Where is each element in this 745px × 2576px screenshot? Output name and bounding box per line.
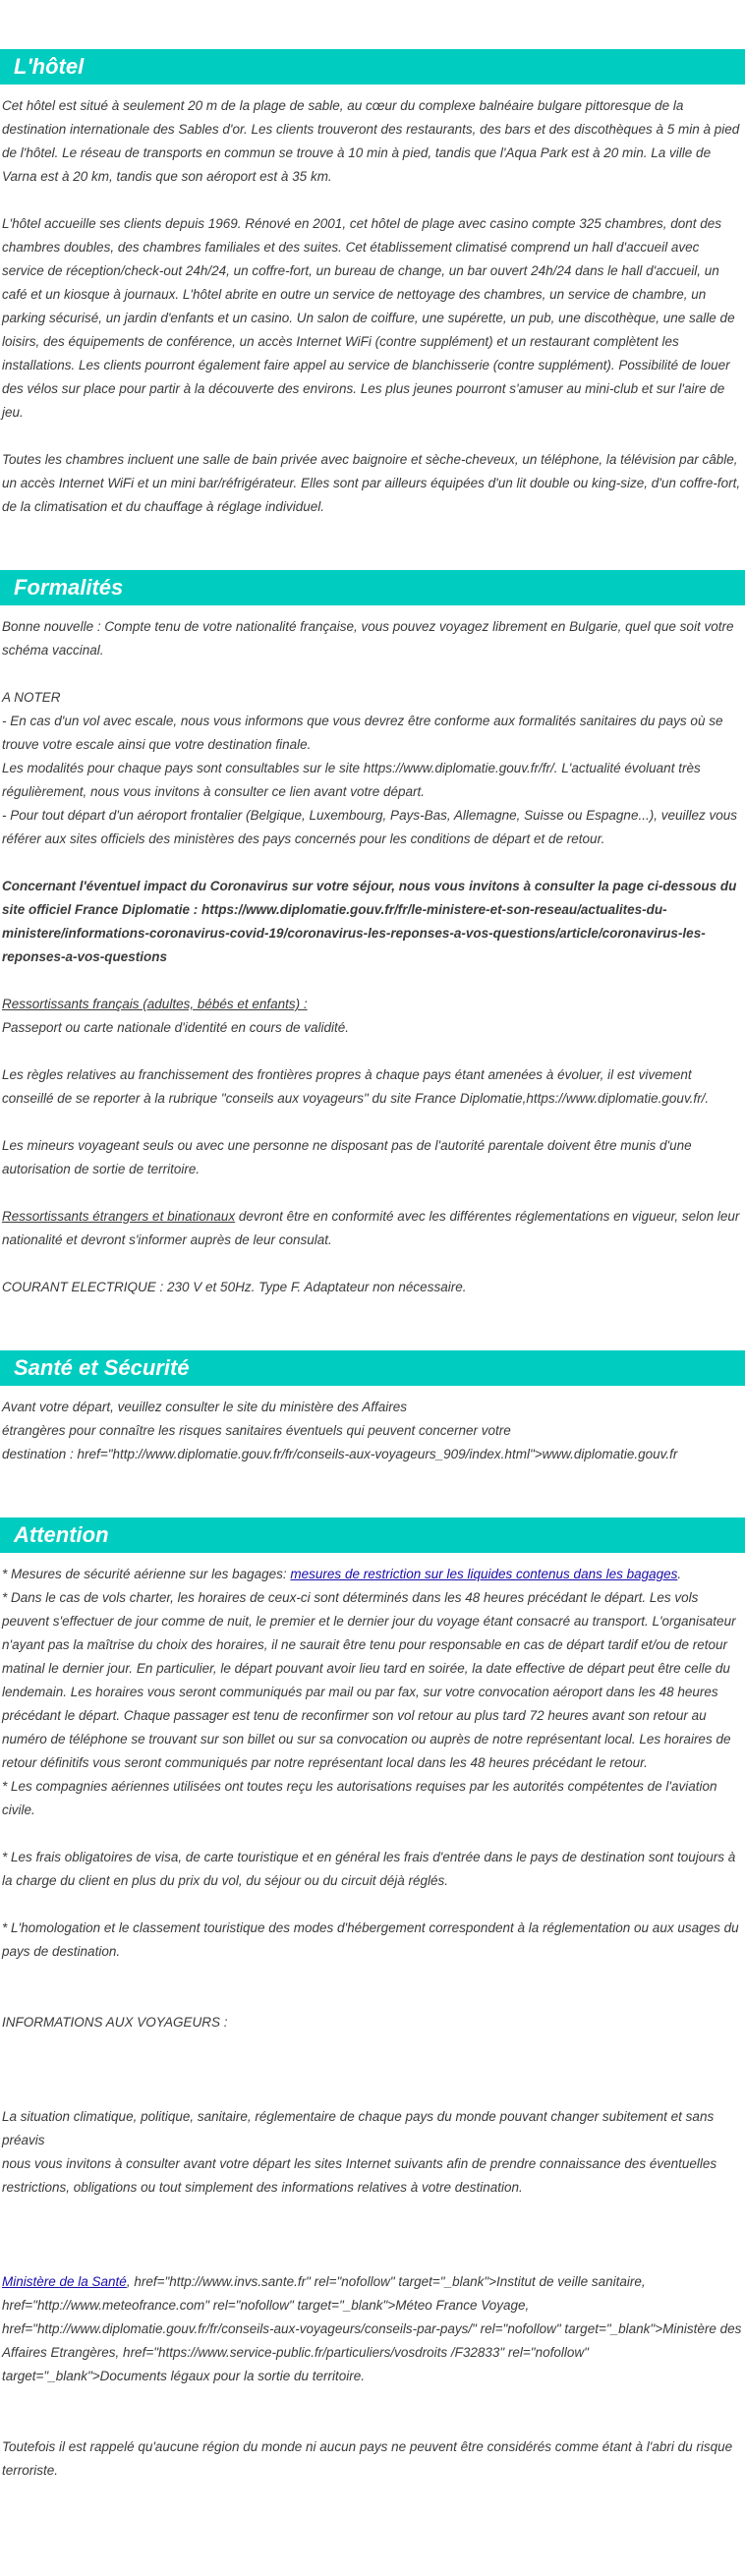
attention-compagnies: * Les compagnies aériennes utilisées ont toutes reçu les autorisations requises par les autorités compétentes de l'aviation civile. [2,1779,717,1817]
formalites-covid-notice: Concernant l'éventuel impact du Coronavirus sur votre séjour, nous vous invitons à consulter la page ci-dessous du site officiel France Diplomatie : https://www.diplomatie.gouv.fr/fr/le-ministere-et-son-reseau/actualites-du-ministere/informations-coronavirus-covid-19/coronavirus-les-reponses-a-vos-questions/article/coronavirus-les-reponses-a-vos-questions [2,879,737,964]
section-content-hotel [0,94,745,519]
section-attention [0,1517,745,2483]
attention-frais: * Les frais obligatoires de visa, de carte touristique et en général les frais d'entrée dans le pays de destination sont toujours à la charge du client en plus du prix du vol, du séjour ou du circuit déjà réglés. [2,1850,736,1888]
section-content-attention [0,1563,745,2483]
formalites-ressortissants-fr-text: Passeport ou carte nationale d'identité en cours de validité. [2,1020,350,1035]
sante-line-2: étrangères pour connaître les risques sanitaires éventuels qui peuvent concerner votre [2,1423,511,1438]
attention-situation-1: La situation climatique, politique, sanitaire, réglementaire de chaque pays du monde pouvant changer subitement et sans préavis [2,2109,715,2147]
attention-homologation: * L'homologation et le classement touristique des modes d'hébergement correspondent à la réglementation ou aux usages du pays de destination. [2,1920,739,1959]
section-title-sante: Santé et Sécurité [0,1350,745,1386]
attention-liens [2,2270,743,2388]
formalites-a-noter-title: A NOTER [2,690,61,705]
attention-liens-text: , href="http://www.invs.sante.fr" rel="nofollow" target="_blank">Institut de veille sanitaire, href="http://www.meteofrance.com" rel="nofollow" target="_blank">Méteo France Voyage, href="http://www.diplomatie.gouv.fr/fr/conseils-aux-voyageurs/conseils-par-pays/" rel="nofollow" target="_blank">Ministère des Affaires Etrangères, href="https://www.service-public.fr/particuliers/vosdroits /F32833" rel="nofollow" target="_blank">Documents légaux pour la sortie du territoire. [2,2274,742,2383]
attention-mesures-prefix: * Mesures de sécurité aérienne sur les bagages: [2,1567,291,1581]
formalites-regles-frontieres: Les règles relatives au franchissement des frontières propres à chaque pays étant amenées à évoluer, il est vivement conseillé de se reporter à la rubrique "conseils aux voyageurs" du site France Diplomatie,https://www.diplomatie.gouv.fr/. [2,1067,710,1106]
section-title-hotel: L'hôtel [0,49,745,85]
formalites-etrangers-text: devront être en conformité avec les différentes réglementations en vigueur, selon leur nationalité et devront s'informer auprès de leur consulat. [2,1209,740,1247]
section-title-attention: Attention [0,1517,745,1553]
attention-mesures [2,1563,743,1586]
formalites-ressortissants-fr-title: Ressortissants français (adultes, bébés et enfants) : [2,997,308,1011]
sante-line-1: Avant votre départ, veuillez consulter le site du ministère des Affaires [2,1400,407,1414]
section-hotel [0,49,745,519]
section-title-formalites: Formalités [0,570,745,605]
formalites-bonne-nouvelle: Bonne nouvelle : Compte tenu de votre nationalité française, vous pouvez voyagez librement en Bulgarie, quel que soit votre schéma vaccinal. [2,619,734,658]
attention-charter: * Dans le cas de vols charter, les horaires de ceux-ci sont déterminés dans les 48 heures précédant le départ. Les vols peuvent s'effectuer de jour comme de nuit, le premier et le dernier jour du voyage étant consacré au transport. L'organisateur n'ayant pas la maîtrise du choix des horaires, il ne saurait être tenu pour responsable en cas de départ tardif et/ou de retour matinal le dernier jour. En particulier, le départ pouvant avoir lieu tard en soirée, la date effective de départ peut être celle du lendemain. Les horaires vous seront communiqués par mail ou par fax, sur votre convocation aéroport dans les 48 heures précédant le départ. Chaque passager est tenu de reconfirmer son vol retour au plus tard 72 heures avant son retour au numéro de téléphone se trouvant sur son billet ou sur sa convocation ou auprès de notre représentant local. Les horaires de retour définitifs vous seront communiqués par notre représentant local dans les 48 heures précédant le retour. [2,1590,736,1770]
hotel-paragraph-location: Cet hôtel est situé à seulement 20 m de la plage de sable, au cœur du complexe balnéaire bulgare pittoresque de la destination internationale des Sables d'or. Les clients trouveront des restaurants, des bars et des discothèques à 5 min à pied de l'hôtel. Le réseau de transports en commun se trouve à 10 min à pied, tandis que l'Aqua Park est à 20 min. La ville de Varna est à 20 km, tandis que son aéroport est à 35 km. [2,98,740,184]
section-formalites [0,570,745,1299]
section-sante [0,1350,745,1466]
formalites-a-noter-escale: - En cas d'un vol avec escale, nous vous informons que vous devrez être conforme aux formalités sanitaires du pays où se trouve votre escale ainsi que votre destination finale. [2,714,723,752]
formalites-etrangers-title: Ressortissants étrangers et binationaux [2,1209,236,1224]
attention-mesures-suffix: . [677,1567,682,1581]
formalites-mineurs: Les mineurs voyageant seuls ou avec une personne ne disposant pas de l'autorité parentale doivent être munis d'une autorisation de sortie de territoire. [2,1138,692,1176]
formalites-a-noter-frontalier: - Pour tout départ d'un aéroport frontalier (Belgique, Luxembourg, Pays-Bas, Allemagne, Suisse ou Espagne...), veuillez vous référer aux sites officiels des ministères des pays concernés pour les conditions de départ et de retour. [2,808,737,846]
attention-infos-title: INFORMATIONS AUX VOYAGEURS : [2,2015,228,2030]
formalites-courant-electrique: COURANT ELECTRIQUE : 230 V et 50Hz. Type F. Adaptateur non nécessaire. [2,1280,467,1294]
formalites-a-noter-modalites: Les modalités pour chaque pays sont consultables sur le site https://www.diplomatie.gouv.fr/fr/. L'actualité évoluant très régulièrement, nous vous invitons à consulter ce lien avant votre départ. [2,761,701,799]
ministere-sante-link[interactable]: Ministère de la Santé [2,2274,127,2289]
attention-toutefois: Toutefois il est rappelé qu'aucune région du monde ni aucun pays ne peuvent être considérés comme étant à l'abri du risque terroriste. [2,2439,733,2478]
hotel-paragraph-facilities: L'hôtel accueille ses clients depuis 1969. Rénové en 2001, cet hôtel de plage avec casino compte 325 chambres, dont des chambres doubles, des chambres familiales et des suites. Cet établissement climatisé comprend un hall d'accueil avec service de réception/check-out 24h/24, un coffre-fort, un bureau de change, un bar ouvert 24h/24 dans le hall d'accueil, un café et un kiosque à journaux. L'hôtel abrite en outre un service de nettoyage des chambres, un service de chambre, un parking sécurisé, un jardin d'enfants et un casino. Un salon de coiffure, une supérette, un pub, une discothèque, une salle de loisirs, des équipements de conférence, un accès Internet WiFi (contre supplément) et un restaurant complètent les installations. Les clients pourront également faire appel au service de blanchisserie (contre supplément). Possibilité de louer des vélos sur place pour partir à la découverte des environs. Les plus jeunes pourront s'amuser au mini-club et sur l'aire de jeu. [2,216,735,420]
sante-line-3: destination : href="http://www.diplomatie.gouv.fr/fr/conseils-aux-voyageurs_909/index.html">www.diplomatie.gouv.fr [2,1447,678,1461]
section-content-formalites [0,615,745,1299]
section-content-sante [0,1396,745,1466]
hotel-paragraph-rooms: Toutes les chambres incluent une salle de bain privée avec baignoire et sèche-cheveux, un téléphone, la télévision par câble, un accès Internet WiFi et un mini bar/réfrigérateur. Elles sont par ailleurs équipées d'un lit double ou king-size, d'un coffre-fort, de la climatisation et du chauffage à réglage individuel. [2,452,741,514]
formalites-etrangers [2,1205,743,1252]
liquids-restriction-link[interactable]: mesures de restriction sur les liquides contenus dans les bagages [290,1567,678,1581]
attention-situation-2: nous vous invitons à consulter avant votre départ les sites Internet suivants afin de prendre connaissance des éventuelles restrictions, obligations ou tout simplement des informations relatives à votre destination. [2,2156,717,2195]
